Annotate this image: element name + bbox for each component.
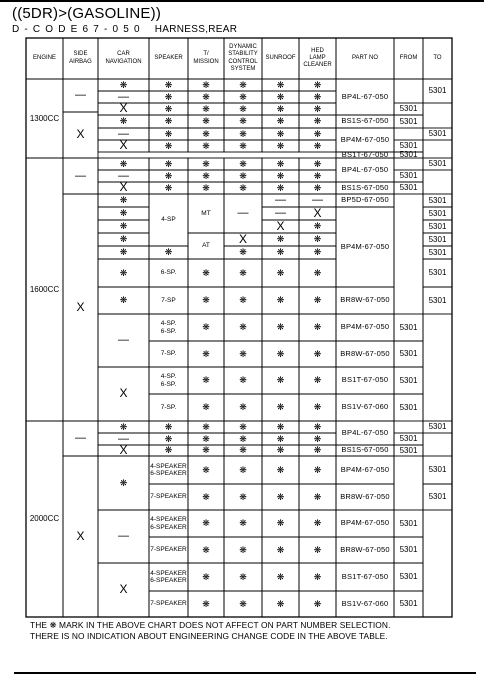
mission-mt: MT <box>201 209 211 217</box>
sunroof-mark: ❋ <box>276 445 285 456</box>
airbag-yes: X <box>76 127 85 142</box>
nav-mark: ❋ <box>119 295 128 306</box>
mission-mark: ❋ <box>202 158 210 169</box>
dsc-mark: ❋ <box>239 158 247 169</box>
option-mark: ❋ <box>276 518 285 529</box>
part-number: BS1T-67-050 <box>341 375 389 385</box>
sunroof-mark: ❋ <box>276 79 285 90</box>
speaker-4-6-speaker: 4-SPEAKER 6-SPEAKER <box>150 462 187 477</box>
speaker-mark: ❋ <box>164 91 173 102</box>
option-mark: ❋ <box>202 267 210 278</box>
cleaner-mark: ❋ <box>313 433 322 444</box>
option-mark: ❋ <box>239 464 247 475</box>
header-part-no: PART NO <box>351 54 378 61</box>
sunroof-mark: ❋ <box>276 128 285 139</box>
sunroof-none: — <box>275 194 286 207</box>
option-mark: ❋ <box>313 598 322 609</box>
speaker-mark: ❋ <box>164 182 173 193</box>
cleaner-mark: ❋ <box>313 79 322 90</box>
cleaner-mark: ❋ <box>313 247 322 258</box>
to-code: 5301 <box>428 268 447 278</box>
sunroof-mark: ❋ <box>276 140 285 151</box>
speaker-mark: ❋ <box>164 247 173 258</box>
speaker-4-6-speaker: 4-SPEAKER 6-SPEAKER <box>150 569 187 584</box>
option-mark: ❋ <box>276 544 285 555</box>
option-mark: ❋ <box>276 571 285 582</box>
dsc-mark: ❋ <box>239 170 247 181</box>
sunroof-yes: X <box>276 218 285 233</box>
option-mark: ❋ <box>202 464 210 475</box>
speaker-mark: ❋ <box>164 79 173 90</box>
to-code: 5301 <box>428 221 447 231</box>
to-code: 5301 <box>428 492 447 502</box>
option-mark: ❋ <box>276 295 285 306</box>
header-transmission: T/ MISSION <box>193 51 219 65</box>
airbag-none: — <box>75 169 86 182</box>
nav-mark: ❋ <box>119 221 128 232</box>
option-mark: ❋ <box>202 571 210 582</box>
from-code: 5301 <box>399 150 418 160</box>
option-mark: ❋ <box>313 348 322 359</box>
speaker-mark: ❋ <box>164 158 173 169</box>
part-number: BS1S-67-050 <box>341 445 389 455</box>
speaker-mark: ❋ <box>164 445 173 456</box>
part-number: BR8W-67-050 <box>340 295 390 305</box>
option-mark: ❋ <box>276 491 285 502</box>
cleaner-mark: ❋ <box>313 421 322 432</box>
mission-mark: ❋ <box>202 116 210 127</box>
option-mark: ❋ <box>239 571 247 582</box>
nav-none: — <box>118 530 129 543</box>
cleaner-mark: ❋ <box>313 140 322 151</box>
cleaner-mark: ❋ <box>313 170 322 181</box>
part-number: BP5D-67-050 <box>341 195 389 205</box>
to-code: 5301 <box>428 86 447 96</box>
part-number: BR8W-67-050 <box>340 491 390 501</box>
mission-mark: ❋ <box>202 445 210 456</box>
to-code: 5301 <box>428 159 447 169</box>
dsc-mark: ❋ <box>239 182 247 193</box>
sunroof-none: — <box>275 207 286 220</box>
option-mark: ❋ <box>313 402 322 413</box>
cleaner-yes: X <box>313 205 322 220</box>
option-mark: ❋ <box>239 348 247 359</box>
part-number: BP4M-67-050 <box>340 134 390 144</box>
from-code: 5301 <box>399 434 418 444</box>
nav-mark: ❋ <box>119 247 128 258</box>
speaker-mark: ❋ <box>164 433 173 444</box>
speaker-4sp: 4-SP <box>161 216 176 224</box>
sunroof-mark: ❋ <box>276 158 285 169</box>
cleaner-mark: ❋ <box>313 128 322 139</box>
nav-mark: ❋ <box>119 116 128 127</box>
engine-2000cc: 2000CC <box>29 514 60 524</box>
cleaner-mark: ❋ <box>313 103 322 114</box>
nav-mark: ❋ <box>119 195 128 206</box>
from-code: 5301 <box>399 349 418 359</box>
from-code: 5301 <box>399 545 418 555</box>
nav-yes: X <box>119 582 128 597</box>
header-car-navigation: CAR NAVIGATION <box>105 51 142 65</box>
from-code: 5301 <box>399 104 418 114</box>
mission-mark: ❋ <box>202 433 210 444</box>
option-mark: ❋ <box>202 348 210 359</box>
dsc-mark: ❋ <box>239 116 247 127</box>
nav-mark: ❋ <box>119 158 128 169</box>
nav-mark: ❋ <box>119 421 128 432</box>
speaker-7-speaker: 7-SPEAKER <box>150 546 187 554</box>
option-mark: ❋ <box>239 491 247 502</box>
option-mark: ❋ <box>276 267 285 278</box>
engine-1600cc: 1600CC <box>29 284 60 294</box>
mission-mark: ❋ <box>202 103 210 114</box>
cleaner-mark: ❋ <box>313 445 322 456</box>
header-to: TO <box>433 54 442 61</box>
header-side-airbag: SIDE AIRBAG <box>69 51 92 65</box>
option-mark: ❋ <box>202 598 210 609</box>
cleaner-none: — <box>312 194 323 207</box>
sunroof-mark: ❋ <box>276 116 285 127</box>
bottom-rule <box>14 672 476 674</box>
option-mark: ❋ <box>313 295 322 306</box>
to-code: 5301 <box>428 129 447 139</box>
d-code: D - C O D E 6 7 - 0 5 0 <box>12 24 141 35</box>
speaker-7sp: 7-SP. <box>160 350 177 358</box>
mission-mark: ❋ <box>202 79 210 90</box>
speaker-mark: ❋ <box>164 103 173 114</box>
airbag-yes: X <box>76 528 85 543</box>
from-code: 5301 <box>399 322 418 332</box>
speaker-6sp: 6-SP. <box>160 269 177 277</box>
part-number: BS1S-67-050 <box>341 116 389 126</box>
dsc-mark: ❋ <box>239 128 247 139</box>
nav-yes: X <box>119 386 128 401</box>
dsc-none: — <box>237 207 249 220</box>
from-code: 5301 <box>399 116 418 126</box>
from-code: 5301 <box>399 445 418 455</box>
sunroof-mark: ❋ <box>276 103 285 114</box>
footer-note-1: THE ❋ MARK IN THE ABOVE CHART DOES NOT AFFECT ON PART NUMBER SELECTION. <box>30 620 391 630</box>
airbag-none: — <box>75 432 86 445</box>
part-number: BS1V-67-060 <box>341 598 389 608</box>
mission-mark: ❋ <box>202 182 210 193</box>
nav-dash: — <box>118 432 129 445</box>
speaker-mark: ❋ <box>164 170 173 181</box>
part-number: BS1T-67-050 <box>341 149 389 159</box>
dsc-mark: ❋ <box>239 433 247 444</box>
mission-mark: ❋ <box>202 140 210 151</box>
to-code: 5301 <box>428 465 447 475</box>
option-mark: ❋ <box>202 402 210 413</box>
header-from: FROM <box>399 54 418 61</box>
nav-mark: ❋ <box>119 234 128 245</box>
to-code: 5301 <box>428 208 447 218</box>
option-mark: ❋ <box>313 464 322 475</box>
option-mark: ❋ <box>313 491 322 502</box>
airbag-none: — <box>75 89 86 102</box>
option-mark: ❋ <box>202 518 210 529</box>
option-mark: ❋ <box>276 402 285 413</box>
option-mark: ❋ <box>202 491 210 502</box>
option-mark: ❋ <box>202 375 210 386</box>
nav-x: X <box>119 442 128 457</box>
from-code: 5301 <box>399 572 418 582</box>
to-code: 5301 <box>428 234 447 244</box>
option-mark: ❋ <box>313 375 322 386</box>
option-mark: ❋ <box>202 322 210 333</box>
cleaner-mark: ❋ <box>313 158 322 169</box>
speaker-7-speaker: 7-SPEAKER <box>150 600 187 608</box>
part-number: BS1V-67-060 <box>341 402 389 412</box>
speaker-4-6sp: 4-SP. 6-SP. <box>160 320 177 335</box>
dsc-yes: X <box>238 231 247 246</box>
to-code: 5301 <box>428 422 447 432</box>
nav-mark: ❋ <box>119 477 128 488</box>
option-mark: ❋ <box>239 598 247 609</box>
from-code: 5301 <box>399 518 418 528</box>
speaker-7-speaker: 7-SPEAKER <box>150 493 187 501</box>
header-dsc: DYNAMIC STABILITY CONTROL SYSTEM <box>228 44 258 72</box>
from-code: 5301 <box>399 171 418 181</box>
mission-mark: ❋ <box>202 170 210 181</box>
header-head-lamp-cleaner: HED LAMP CLEANER <box>303 47 332 69</box>
sunroof-mark: ❋ <box>276 91 285 102</box>
cleaner-mark: ❋ <box>313 221 322 232</box>
sunroof-mark: ❋ <box>276 170 285 181</box>
part-number: BR8W-67-050 <box>340 544 390 554</box>
option-mark: ❋ <box>202 295 210 306</box>
from-code: 5301 <box>399 141 418 151</box>
to-code: 5301 <box>428 247 447 257</box>
option-mark: ❋ <box>239 375 247 386</box>
speaker-mark: ❋ <box>164 116 173 127</box>
part-number: BS1S-67-050 <box>341 182 389 192</box>
page-title: ((5DR)>(GASOLINE)) <box>12 5 162 22</box>
option-mark: ❋ <box>276 598 285 609</box>
option-mark: ❋ <box>276 464 285 475</box>
speaker-4-6sp: 4-SP. 6-SP. <box>160 373 177 388</box>
to-code: 5301 <box>428 195 447 205</box>
option-mark: ❋ <box>313 518 322 529</box>
part-number: BP4L-67-050 <box>341 164 389 174</box>
option-mark: ❋ <box>239 544 247 555</box>
sunroof-mark: ❋ <box>276 433 285 444</box>
mission-at: AT <box>202 242 210 250</box>
engine-1300cc: 1300CC <box>29 113 60 123</box>
nav-dash: — <box>118 169 129 182</box>
option-mark: ❋ <box>313 322 322 333</box>
nav-x: X <box>119 101 128 116</box>
from-code: 5301 <box>399 599 418 609</box>
speaker-mark: ❋ <box>164 421 173 432</box>
header-speaker: SPEAKER <box>154 54 183 61</box>
footer-note-2: THERE IS NO INDICATION ABOUT ENGINEERING CHANGE CODE IN THE ABOVE TABLE. <box>30 631 388 642</box>
nav-dash: — <box>118 90 129 103</box>
mission-mark: ❋ <box>202 421 210 432</box>
part-number: BP4L-67-050 <box>341 91 389 101</box>
option-mark: ❋ <box>239 322 247 333</box>
part-number: BP4M-67-050 <box>340 464 390 474</box>
from-code: 5301 <box>399 375 418 385</box>
option-mark: ❋ <box>313 571 322 582</box>
nav-none: — <box>118 334 129 347</box>
mission-mark: ❋ <box>202 91 210 102</box>
speaker-4-6-speaker: 4-SPEAKER 6-SPEAKER <box>150 516 187 531</box>
nav-x: X <box>119 138 128 153</box>
from-code: 5301 <box>399 402 418 412</box>
option-mark: ❋ <box>239 518 247 529</box>
nav-mark: ❋ <box>119 208 128 219</box>
option-mark: ❋ <box>276 375 285 386</box>
sunroof-mark: ❋ <box>276 421 285 432</box>
speaker-mark: ❋ <box>164 140 173 151</box>
part-number: BP4M-67-050 <box>340 518 390 528</box>
speaker-7sp: 7-SP. <box>160 403 177 411</box>
speaker-mark: ❋ <box>164 128 173 139</box>
sunroof-mark: ❋ <box>276 182 285 193</box>
nav-dash: — <box>118 127 129 140</box>
option-mark: ❋ <box>239 267 247 278</box>
option-mark: ❋ <box>276 348 285 359</box>
header-sunroof: SUNROOF <box>265 54 296 61</box>
from-code: 5301 <box>399 183 418 193</box>
dsc-mark: ❋ <box>239 421 247 432</box>
to-code: 5301 <box>428 295 447 305</box>
option-mark: ❋ <box>313 267 322 278</box>
cleaner-mark: ❋ <box>313 91 322 102</box>
nav-mark: ❋ <box>119 79 128 90</box>
part-number: BR8W-67-050 <box>340 348 390 358</box>
dsc-mark: ❋ <box>239 140 247 151</box>
dsc-mark: ❋ <box>239 445 247 456</box>
speaker-7sp: 7-SP <box>161 296 176 304</box>
sunroof-mark: ❋ <box>276 234 285 245</box>
dsc-mark: ❋ <box>239 79 247 90</box>
option-mark: ❋ <box>313 544 322 555</box>
sunroof-mark: ❋ <box>276 247 285 258</box>
dsc-mark: ❋ <box>239 91 247 102</box>
cleaner-mark: ❋ <box>313 182 322 193</box>
option-mark: ❋ <box>239 295 247 306</box>
header-engine: ENGINE <box>32 54 56 61</box>
dsc-mark: ❋ <box>239 247 247 258</box>
cleaner-mark: ❋ <box>313 116 322 127</box>
nav-x: X <box>119 180 128 195</box>
dsc-mark: ❋ <box>239 103 247 114</box>
part-number: BS1T-67-050 <box>341 571 389 581</box>
airbag-yes: X <box>76 299 85 314</box>
option-mark: ❋ <box>276 322 285 333</box>
mission-mark: ❋ <box>202 128 210 139</box>
option-mark: ❋ <box>202 544 210 555</box>
part-number: BP4L-67-050 <box>341 427 389 437</box>
part-number: BP4M-67-050 <box>340 241 390 251</box>
footer-notes <box>30 620 391 643</box>
cleaner-mark: ❋ <box>313 234 322 245</box>
nav-mark: ❋ <box>119 267 128 278</box>
part-number: BP4M-67-050 <box>340 322 390 332</box>
harness-name: HARNESS,REAR <box>154 24 238 35</box>
option-mark: ❋ <box>239 402 247 413</box>
